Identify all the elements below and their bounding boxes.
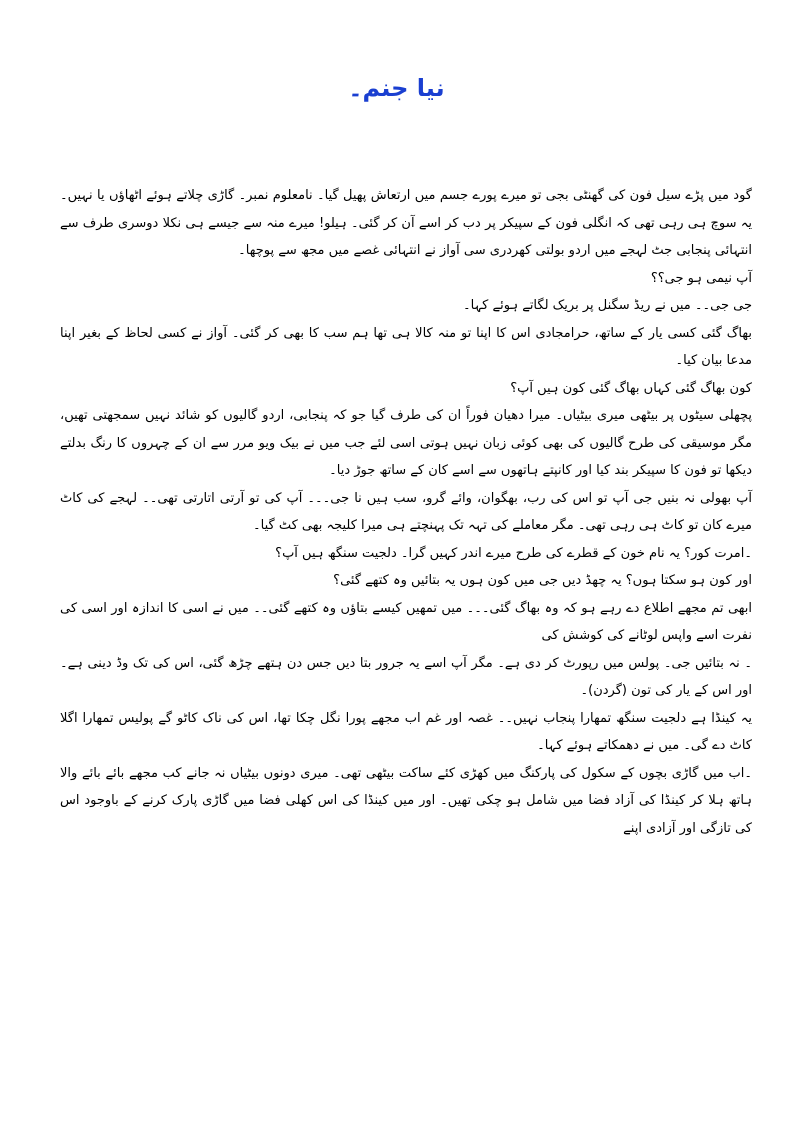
paragraph: پچھلی سیٹوں پر بیٹھی میری بیٹیاں۔ میرا دھیان فوراً ان کی طرف گیا جو کہ پنجابی، اردو گالیوں کو شائد نہیں سمجھتی تھیں، مگر موسیقی کی طرح گالیوں کی بھی کوئی زبان نہیں ہوتی اسی لئے جب میں نے بیک ویو مرر سے ان کے چہروں کا رنگ بدلتے دیکھا تو فون کا سپیکر بند کیا اور کانپتے ہاتھوں سے اسے کان کے ساتھ جوڑ دیا۔	[60, 408, 752, 478]
paragraph: ۔اب میں گاڑی بچوں کے سکول کی پارکنگ میں کھڑی کئے ساکت بیٹھی تھی۔ میری دونوں بیٹیاں نہ جانے کب مجھے بائے بائے والا ہاتھ ہلا کر کینڈا کی آزاد فضا میں شامل ہو چکی تھیں۔ اور میں کینڈا کی اس کھلی فضا میں گاڑی پارک کرنے کے باوجود اس کی تازگی اور آزادی اپنے	[60, 765, 752, 836]
paragraph: اور کون ہو سکتا ہوں؟ یہ چھڈ دیں جی میں کون ہوں یہ بتائیں وہ کتھے گئی؟	[333, 573, 752, 588]
paragraph: آپ نیمی ہو جی؟؟	[650, 270, 752, 286]
paragraph: ۔امرت کور؟ یہ نام خون کے قطرے کی طرح میرے اندر کہیں گرا۔ دلجیت سنگھ ہیں آپ؟	[275, 545, 752, 561]
story-body	[60, 182, 752, 842]
paragraph: ۔ نہ بتائیں جی۔ پولس میں رپورٹ کر دی ہے۔ مگر آپ اسے یہ جرور بتا دیں جس دن ہتھے چڑھ گئی، اس کی تک وڈ دینی ہے۔ اور اس کے یار کی تون (گردن)۔	[60, 655, 752, 698]
paragraph: جی جی۔۔ میں نے ریڈ سگنل پر بریک لگاتے ہوئے کہا۔	[462, 298, 752, 313]
paragraph: یہ کینڈا ہے دلجیت سنگھ تمھارا پنجاب نہیں۔۔ غصہ اور غم اب مجھے پورا نگل چکا تھا، اس کی ناک کاٹو گے پولیس تمھارا اگلا کاٹ دے گی۔ میں نے دھمکاتے ہوئے کہا۔	[60, 710, 752, 753]
paragraph: ابھی تم مجھے اطلاع دے رہے ہو کہ وہ بھاگ گئی۔۔۔ میں تمھیں کیسے بتاؤں وہ کتھے گئی۔۔ میں نے اسی کا اندازہ اور اسی کی نفرت اسے واپس لوٹانے کی کوشش کی	[60, 600, 752, 643]
paragraph: گود میں پڑے سیل فون کی گھنٹی بجی تو میرے پورے جسم میں ارتعاش پھیل گیا۔ نامعلوم نمبر۔ گاڑی چلاتے ہوئے اٹھاؤں یا نہیں۔ یہ سوچ ہی رہی تھی کہ انگلی فون کے سپیکر پر دب کر اسے آن کر گئی۔ ہیلو! میرے منہ سے جیسے ہی نکلا دوسری طرف سے انتہائی پنجابی جٹ لہجے میں اردو بولتی کھردری سی آواز نے انتہائی غصے میں مجھ سے پوچھا۔	[60, 188, 752, 258]
paragraph: بھاگ گئی کسی یار کے ساتھ، حرامجادی اس کا اپنا تو منہ کالا ہی تھا ہم سب کا بھی کر گئی۔ آواز نے کسی لحاظ کے بغیر اپنا مدعا بیان کیا۔	[60, 325, 752, 368]
paragraph: کون بھاگ گئی کہاں بھاگ گئی کون ہیں آپ؟	[510, 380, 752, 396]
paragraph: آپ بھولی نہ بنیں جی آپ تو اس کی رب، بھگوان، وائے گرو، سب ہیں نا جی۔۔۔ آپ کی تو آرتی اتارتی تھی۔۔ لہجے کی کاٹ میرے کان تو کاٹ ہی رہی تھی۔ مگر معاملے کی تہہ تک پہنچتے ہی میرا کلیجہ بھی کٹ گیا۔	[60, 490, 752, 533]
page-title: نیا جنم۔	[348, 74, 445, 102]
